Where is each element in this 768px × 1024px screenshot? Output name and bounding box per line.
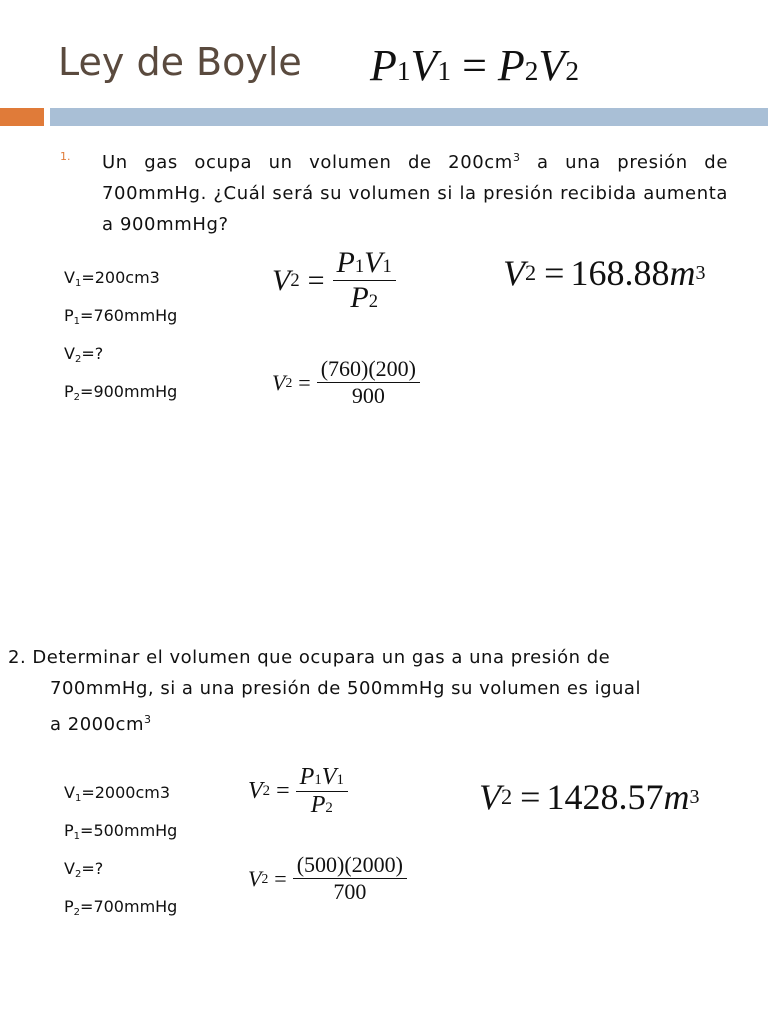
problem2-formula: V 2 = $\frac{P1V1}{P2}$ <box>248 764 348 819</box>
slide-title: Ley de Boyle <box>58 40 302 84</box>
accent-bar-orange <box>0 108 44 126</box>
problem1-statement: Un gas ocupa un volumen de $200cm^3$ a una presión de 700mmHg. ¿Cuál será su volumen si la presión recibida aumenta a 900mmHg? <box>102 151 728 235</box>
given-p1: $P_1=760mmHg$ <box>64 306 178 327</box>
problem2-substitution: V 2 = $\frac{(500)(2000)}{700}$ <box>248 852 407 905</box>
given2-v2: $V_2=$? <box>64 859 104 880</box>
given-v1: $V_1=200cm3$ <box>64 268 160 289</box>
problem1-number: 1. <box>60 150 71 163</box>
accent-bar-blue <box>50 108 768 126</box>
problem2-statement: 2. Determinar el volumen que ocupara un gas a una presión de 700mmHg, si a una presión de 500mmHg su volumen es igual a $2000cm^3$ <box>8 647 641 735</box>
problem1-substitution: V 2 = $\frac{(760)(200)}{900}$ <box>272 356 420 409</box>
problem2-givens <box>64 774 177 926</box>
boyle-law-formula: P1V1 = P2V2 <box>370 41 579 90</box>
problem1-formula: V 2 = $\frac{P1V1}{P2}$ <box>272 246 396 315</box>
problem2-result: V 2 = 1428.57 m 3 <box>479 777 700 817</box>
given2-p2: $P_2=700mmHg$ <box>64 897 178 918</box>
given2-v1: $V_1=2000cm3$ <box>64 783 171 804</box>
given-p2: $P_2=900mmHg$ <box>64 382 178 403</box>
problem1-result: V 2 = 168.88 m 3 <box>503 253 706 293</box>
problem1-givens <box>64 259 177 411</box>
given-v2: $V_2=$? <box>64 344 104 365</box>
given2-p1: $P_1=500mmHg$ <box>64 821 178 842</box>
